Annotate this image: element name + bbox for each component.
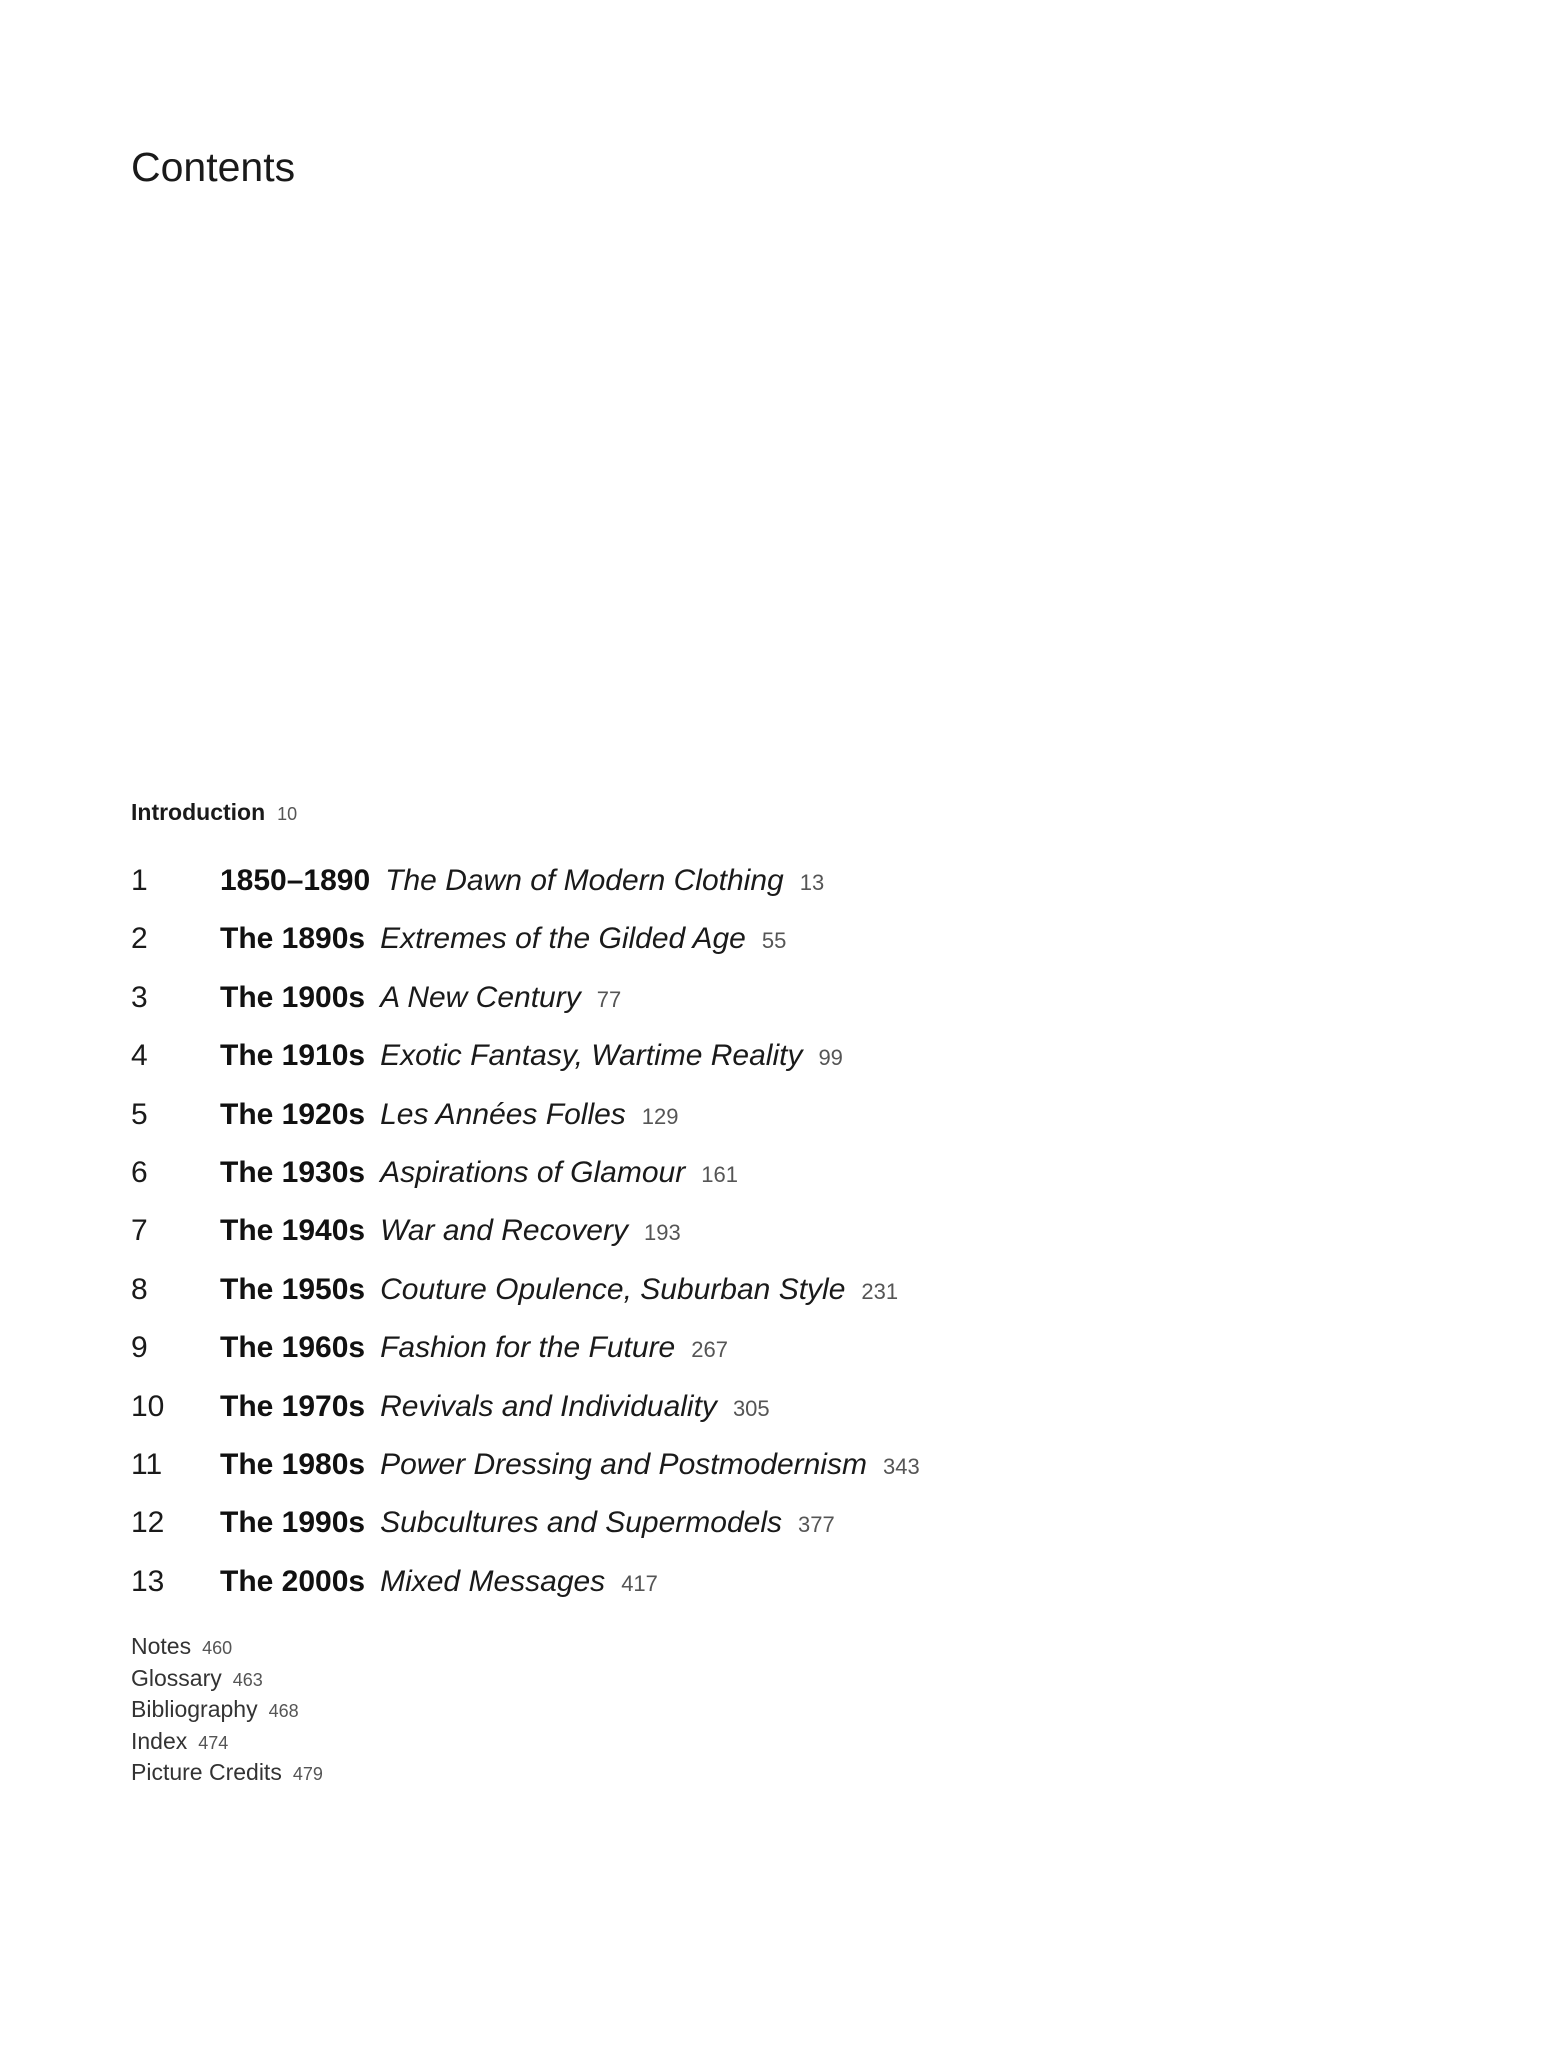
back-matter-page-number: 474 — [198, 1732, 229, 1753]
chapter-decade: The 2000s — [220, 1564, 366, 1598]
chapter-page-number: 13 — [799, 870, 825, 895]
chapter-entry[interactable] — [131, 978, 1331, 1036]
back-matter-item-picture-credits[interactable] — [131, 1757, 323, 1789]
chapter-number: 5 — [131, 1097, 148, 1131]
chapter-entry[interactable] — [131, 1445, 1331, 1503]
chapter-title: Mixed Messages — [380, 1564, 606, 1598]
chapter-entry[interactable] — [131, 1562, 1331, 1620]
chapter-number: 11 — [131, 1447, 163, 1481]
chapter-title: War and Recovery — [380, 1214, 628, 1248]
chapter-entry[interactable] — [131, 1036, 1331, 1094]
chapter-decade: The 1910s — [220, 1039, 366, 1073]
chapter-page-number: 161 — [701, 1161, 738, 1187]
page-title: Contents — [131, 144, 296, 190]
chapter-entry[interactable] — [131, 1095, 1331, 1153]
chapter-title: Extremes of the Gilded Age — [380, 922, 746, 956]
chapter-number: 4 — [131, 1039, 148, 1073]
chapter-page-number: 267 — [691, 1337, 728, 1363]
back-matter-list — [131, 1631, 323, 1789]
chapter-decade: The 1990s — [220, 1506, 366, 1540]
chapter-title: Aspirations of Glamour — [380, 1155, 686, 1189]
chapter-page-number: 193 — [643, 1220, 681, 1246]
chapter-number: 3 — [131, 980, 148, 1014]
back-matter-label: Picture Credits — [131, 1759, 282, 1786]
introduction-page-number: 10 — [277, 804, 298, 824]
back-matter-item-notes[interactable] — [131, 1631, 323, 1663]
chapter-title: Couture Opulence, Suburban Style — [380, 1272, 846, 1306]
chapter-number: 2 — [131, 922, 148, 956]
chapter-title: The Dawn of Modern Clothing — [385, 864, 784, 897]
chapter-decade: The 1940s — [220, 1214, 366, 1248]
chapter-number: 10 — [131, 1389, 165, 1423]
introduction-label: Introduction — [131, 799, 266, 825]
chapter-number: 9 — [131, 1331, 148, 1365]
chapter-title: Power Dressing and Postmodernism — [380, 1447, 867, 1481]
chapter-number: 13 — [131, 1564, 165, 1598]
chapter-title: Fashion for the Future — [380, 1331, 676, 1365]
chapter-number: 12 — [131, 1506, 165, 1540]
chapter-decade: The 1930s — [220, 1155, 366, 1189]
chapter-page-number: 231 — [861, 1278, 899, 1304]
chapter-decade: The 1980s — [220, 1447, 366, 1481]
chapter-title: A New Century — [380, 980, 581, 1014]
chapter-number: 7 — [131, 1214, 148, 1248]
chapter-entry[interactable] — [131, 1387, 1331, 1445]
back-matter-page-number: 460 — [202, 1638, 233, 1658]
back-matter-item-index[interactable] — [131, 1726, 323, 1758]
chapter-decade: 1850–1890 — [220, 864, 371, 897]
chapter-decade: The 1960s — [220, 1331, 366, 1365]
chapter-entry[interactable] — [131, 1153, 1331, 1211]
chapter-page-number: 77 — [596, 986, 622, 1012]
chapter-title: Revivals and Individuality — [380, 1389, 717, 1423]
back-matter-page-number: 463 — [232, 1669, 263, 1690]
back-matter-label: Notes — [131, 1633, 192, 1659]
back-matter-label: Bibliography — [131, 1696, 258, 1723]
chapter-title: Subcultures and Supermodels — [380, 1506, 783, 1540]
chapter-title: Exotic Fantasy, Wartime Reality — [380, 1039, 803, 1073]
chapter-number: 6 — [131, 1155, 148, 1189]
toc-introduction[interactable] — [131, 797, 297, 829]
back-matter-page-number: 468 — [268, 1701, 299, 1722]
chapter-page-number: 129 — [641, 1103, 679, 1129]
chapter-page-number: 343 — [882, 1453, 920, 1479]
chapter-title: Les Années Folles — [380, 1097, 626, 1131]
chapter-decade: The 1890s — [220, 922, 366, 956]
chapter-page-number: 377 — [798, 1512, 835, 1538]
chapter-page-number: 305 — [732, 1395, 770, 1421]
back-matter-item-glossary[interactable] — [131, 1663, 323, 1695]
chapter-entry[interactable] — [131, 1270, 1331, 1328]
chapter-list — [131, 861, 1331, 1620]
back-matter-label: Index — [131, 1727, 188, 1754]
back-matter-page-number: 479 — [292, 1764, 323, 1785]
chapter-decade: The 1970s — [220, 1389, 366, 1423]
chapter-decade: The 1920s — [220, 1097, 366, 1131]
chapter-entry[interactable] — [131, 919, 1331, 977]
chapter-number: 1 — [131, 864, 148, 897]
chapter-entry[interactable] — [131, 1211, 1331, 1269]
back-matter-label: Glossary — [131, 1664, 222, 1691]
chapter-entry[interactable] — [131, 1328, 1331, 1386]
chapter-page-number: 99 — [818, 1045, 843, 1071]
chapter-decade: The 1950s — [220, 1272, 366, 1306]
chapter-number: 8 — [131, 1272, 148, 1306]
chapter-page-number: 55 — [761, 928, 787, 954]
chapter-decade: The 1900s — [220, 980, 366, 1014]
back-matter-item-bibliography[interactable] — [131, 1694, 323, 1726]
chapter-entry[interactable] — [131, 1503, 1331, 1561]
chapter-entry[interactable] — [131, 861, 1331, 919]
chapter-page-number: 417 — [621, 1570, 658, 1596]
